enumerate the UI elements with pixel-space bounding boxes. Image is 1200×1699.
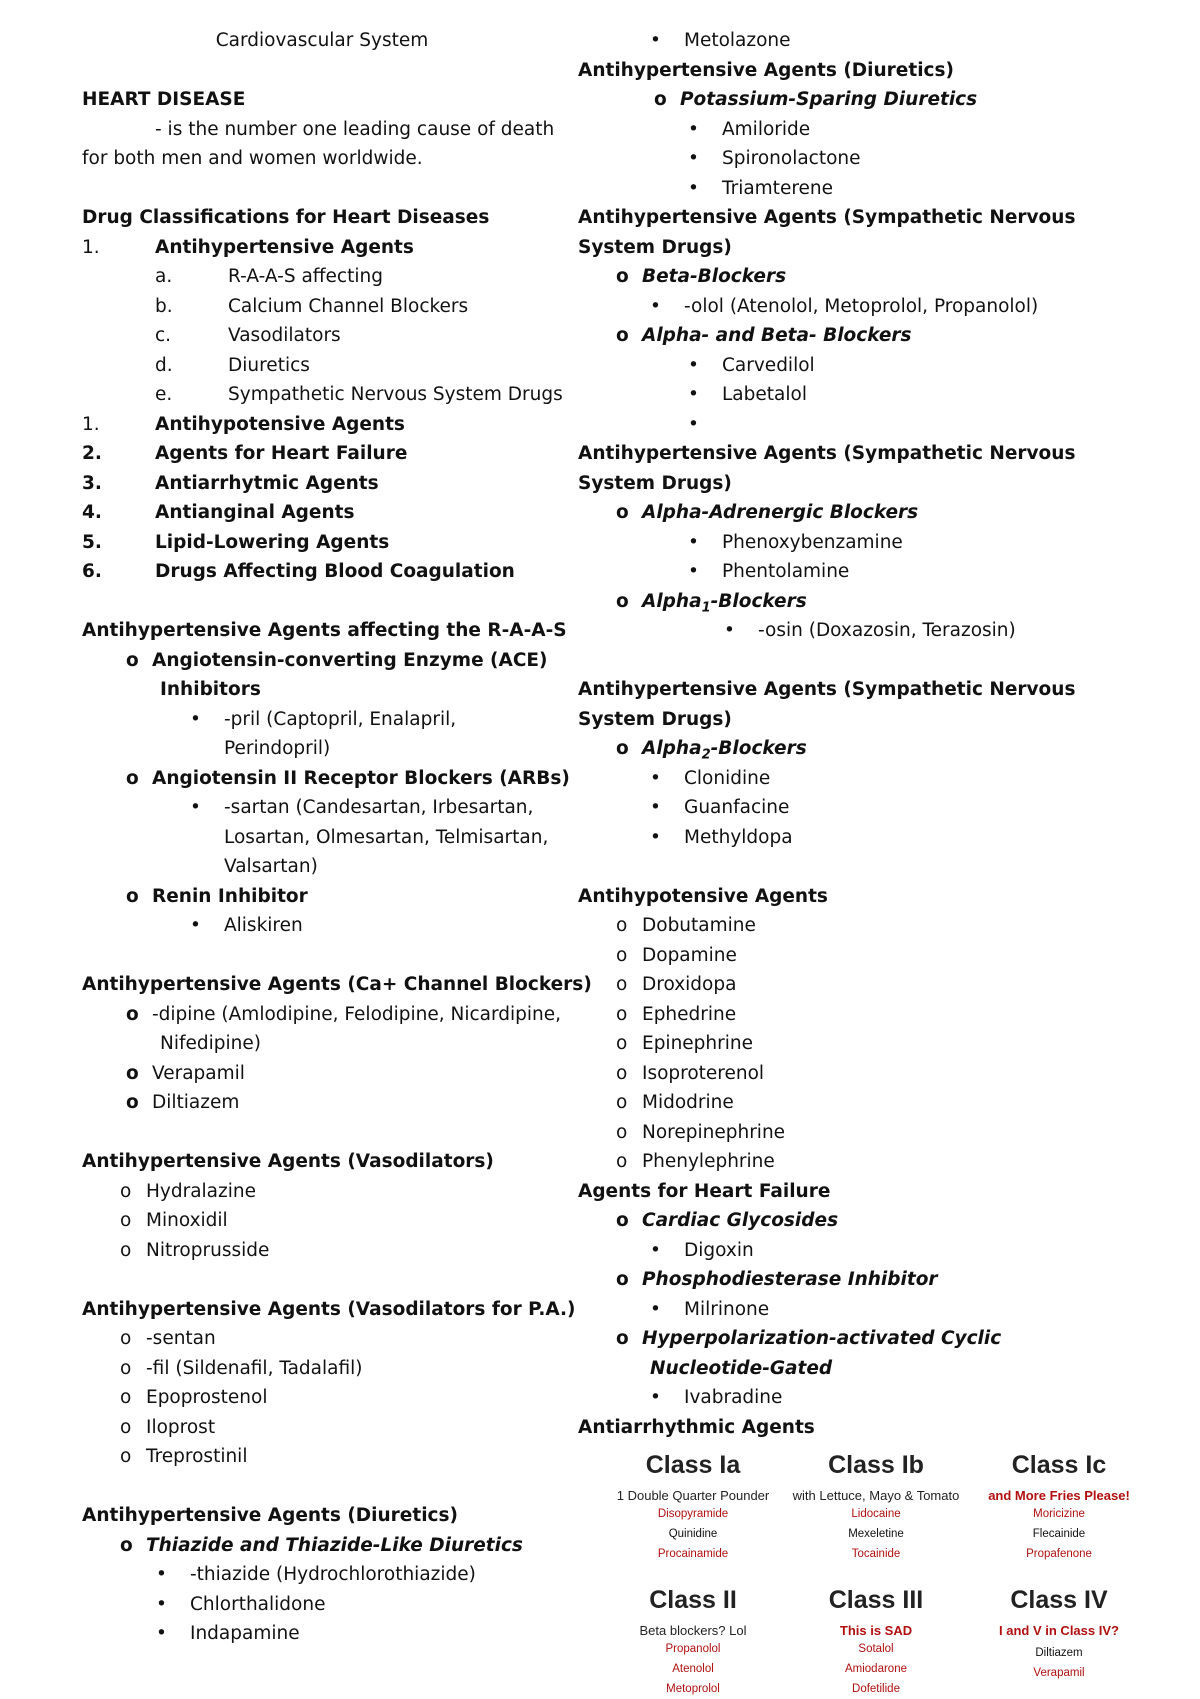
vasodilators-pa-heading: Antihypertensive Agents (Vasodilators for P.A.) [82,1298,576,1320]
ivabradine: • Ivabradine [650,1387,783,1408]
list-item: • Amiloride [688,118,811,140]
sns-heading-2-cont: System Drugs) [578,472,732,494]
hcn-group-cont: Nucleotide-Gated [650,1357,833,1379]
glycosides-group: o Cardiac Glycosides [616,1210,839,1231]
classifications-heading: Drug Classifications for Heart Diseases [82,207,490,228]
sns-heading-1: Antihypertensive Agents (Sympathetic Nervous [578,207,1076,228]
class-ic-card [966,1450,1152,1564]
class-title: Class II [649,1586,737,1614]
class-tagline: 1 Double Quarter Pounder [616,1488,770,1503]
class-iv-card [966,1585,1152,1683]
list-item: o Phenylephrine [616,1151,775,1172]
antiarrhythmic-chart [600,1450,1140,1698]
ccb-heading: Antihypertensive Agents (Ca+ Channel Blockers) [82,974,592,995]
class-drug: Quinidine [668,1528,718,1540]
classification-item: 5. Lipid-Lowering Agents [82,531,390,553]
class-tagline: and More Fries Please! [988,1488,1130,1503]
classification-subitem: e. Sympathetic Nervous System Drugs [155,384,563,405]
class-iii-card [783,1585,969,1699]
class-drug: Diltiazem [1035,1647,1083,1659]
list-item: o Isoproterenol [616,1062,765,1084]
list-item: • Clonidine [650,767,771,789]
page-title: Cardiovascular System [215,30,429,51]
list-item: • -thiazide (Hydrochlorothiazide) [156,1564,476,1585]
class-drug: Amiodarone [844,1663,907,1675]
classification-subitem: b. Calcium Channel Blockers [155,295,469,317]
classification-item: 4. Antianginal Agents [82,502,355,523]
class-drug: Dofetilide [852,1683,900,1695]
class-ia-card [600,1450,786,1564]
class-tagline: with Lettuce, Mayo & Tomato [792,1488,960,1503]
list-item: • Metolazone [650,30,791,51]
list-item: o Dopamine [616,944,737,966]
right-column [578,26,1138,1442]
list-item: o Epinephrine [616,1033,753,1054]
osin-drugs: • -osin (Doxazosin, Terazosin) [724,620,1016,641]
antiarrhythmic-heading: Antiarrhythmic Agents [578,1416,815,1438]
pril-drugs-cont: Perindopril) [224,738,331,759]
class-tagline: Beta blockers? Lol [639,1623,747,1638]
pde-group: o Phosphodiesterase Inhibitor [616,1269,938,1290]
antihypotensive-heading: Antihypotensive Agents [578,885,828,907]
list-item: • Labetalol [688,384,807,405]
aliskiren: • Aliskiren [190,915,303,936]
list-item: • Chlorthalidone [156,1593,326,1615]
heart-disease-desc-1: - is the number one leading cause of death [155,118,555,140]
ace-inhibitors-cont: Inhibitors [160,679,261,700]
list-item: • Indapamine [156,1623,300,1644]
potassium-sparing-group: o Potassium-Sparing Diuretics [654,89,978,110]
class-drug: Tocainide [851,1548,901,1560]
list-item: o Ephedrine [616,1003,737,1025]
list-item: o Treprostinil [120,1446,248,1467]
list-item: o Droxidopa [616,974,737,995]
left-column [82,26,592,1649]
alpha2-group: o Alpha$_2$-Blockers [616,738,807,763]
classification-item: 1. Antihypotensive Agents [82,413,405,435]
vasodilators-heading: Antihypertensive Agents (Vasodilators) [82,1151,494,1172]
class-drug: Atenolol [672,1663,714,1675]
milrinone: • Milrinone [650,1298,770,1320]
diuretics-heading: Antihypertensive Agents (Diuretics) [82,1505,458,1526]
alpha-beta-group: o Alpha- and Beta- Blockers [616,325,912,346]
classification-subitem: a. R-A-A-S affecting [155,266,383,287]
class-title: Class Ib [828,1451,924,1479]
diltiazem: o Diltiazem [126,1092,240,1113]
class-drug: Propanolol [665,1643,721,1655]
verapamil: o Verapamil [126,1062,245,1084]
class-drug: Lidocaine [851,1508,901,1520]
class-title: Class III [828,1586,924,1614]
classification-item: 2. Agents for Heart Failure [82,443,408,464]
list-item: o Nitroprusside [120,1239,270,1261]
class-drug: Verapamil [1033,1667,1085,1679]
list-item: • Guanfacine [650,797,790,818]
class-drug: Flecainide [1032,1528,1086,1540]
sns-heading-1-cont: System Drugs) [578,236,732,258]
list-item: o Minoxidil [120,1210,228,1231]
empty-bullet: • [688,413,699,435]
sns-heading-2: Antihypertensive Agents (Sympathetic Nervous [578,443,1076,464]
list-item: o Hydralazine [120,1180,256,1202]
renin-heading: o Renin Inhibitor [126,885,308,907]
list-item: • Spironolactone [688,148,861,169]
list-item: o Dobutamine [616,915,756,936]
list-item: • Methyldopa [650,826,793,848]
list-item: o -sentan [120,1328,216,1349]
ace-inhibitors: o Angiotensin-converting Enzyme (ACE) [126,649,548,671]
dipine-drugs: o -dipine (Amlodipine, Felodipine, Nicardipine, [126,1003,562,1025]
beta-blockers-group: o Beta-Blockers [616,266,787,287]
class-ii-card [600,1585,786,1699]
pril-drugs: • -pril (Captopril, Enalapril, [190,708,457,730]
alpha-adrenergic-group: o Alpha-Adrenergic Blockers [616,502,919,523]
dipine-drugs-cont: Nifedipine) [160,1033,261,1054]
class-drug: Moricizine [1033,1508,1085,1520]
thiazide-group: o Thiazide and Thiazide-Like Diuretics [120,1534,523,1556]
class-drug: Metoprolol [666,1683,720,1695]
class-tagline: This is SAD [839,1623,913,1638]
heart-disease-desc-2: for both men and women worldwide. [82,148,423,169]
sns-heading-3-cont: System Drugs) [578,708,732,730]
list-item: • Triamterene [688,177,834,199]
class-tagline: I and V in Class IV? [999,1623,1119,1638]
list-item: o Norepinephrine [616,1121,786,1143]
classification-item: 1. Antihypertensive Agents [82,236,414,258]
diuretics-heading-2: Antihypertensive Agents (Diuretics) [578,59,954,81]
heart-failure-heading: Agents for Heart Failure [578,1180,831,1202]
heart-disease-heading: HEART DISEASE [82,89,246,110]
class-ib-card [783,1450,969,1564]
classification-subitem: d. Diuretics [155,354,310,376]
olol-drugs: • -olol (Atenolol, Metoprolol, Propanolol) [650,295,1039,317]
list-item: • Phentolamine [688,561,850,582]
list-item: o Epoprostenol [120,1387,268,1408]
list-item: • Phenoxybenzamine [688,531,903,553]
digoxin: • Digoxin [650,1239,754,1261]
hcn-group: o Hyperpolarization-activated Cyclic [616,1328,1002,1349]
class-title: Class Ia [645,1451,741,1479]
list-item: o Midodrine [616,1092,734,1113]
classification-item: 6. Drugs Affecting Blood Coagulation [82,561,515,582]
class-title: Class IV [1010,1586,1108,1614]
class-drug: Propafenone [1026,1548,1092,1560]
sartan-drugs-cont: Losartan, Olmesartan, Telmisartan, [224,826,549,848]
list-item: • Carvedilol [688,354,815,376]
classification-item: 3. Antiarrhytmic Agents [82,472,379,494]
list-item: o Iloprost [120,1416,216,1438]
sartan-drugs: • -sartan (Candesartan, Irbesartan, [190,797,534,818]
classification-subitem: c. Vasodilators [155,325,341,346]
class-drug: Procainamide [657,1548,729,1560]
sns-heading-3: Antihypertensive Agents (Sympathetic Nervous [578,679,1076,700]
class-drug: Disopyramide [657,1508,729,1520]
class-drug: Mexeletine [848,1528,904,1540]
alpha1-group: o Alpha$_1$-Blockers [616,590,807,616]
list-item: o -fil (Sildenafil, Tadalafil) [120,1357,363,1379]
class-drug: Sotalol [858,1643,894,1655]
raas-heading: Antihypertensive Agents affecting the R-A-A-S [82,620,567,641]
sartan-drugs-cont: Valsartan) [224,856,318,877]
class-title: Class Ic [1011,1451,1107,1479]
arb-heading: o Angiotensin II Receptor Blockers (ARBs) [126,767,570,789]
